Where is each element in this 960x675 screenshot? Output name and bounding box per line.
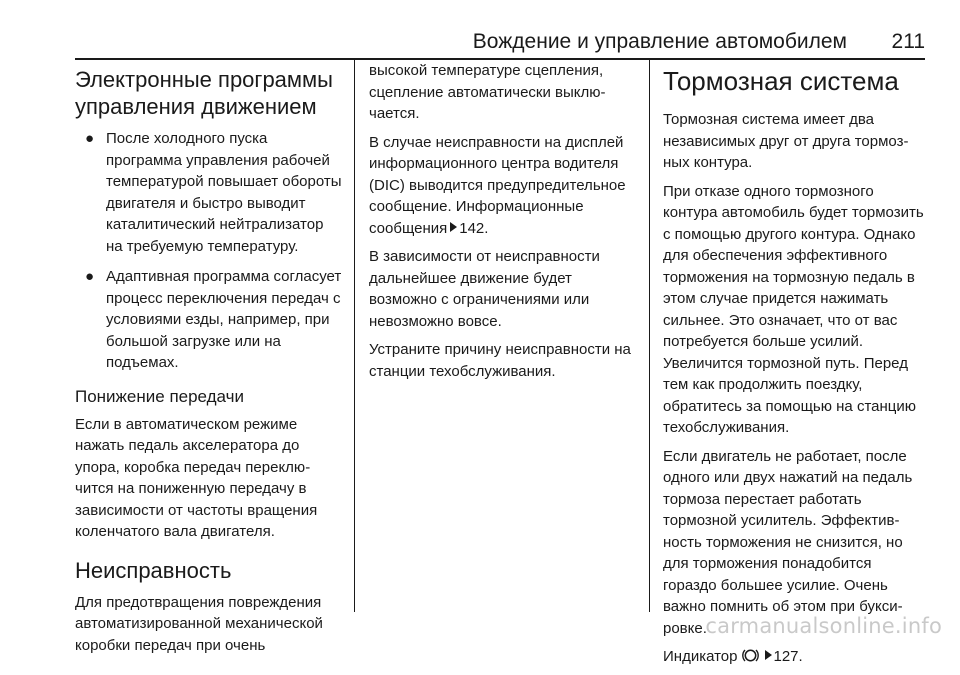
indicator-line xyxy=(663,646,929,668)
header-title: Вождение и управление автомобилем xyxy=(472,30,847,53)
page-header xyxy=(75,28,925,56)
paragraph: В зависимости от неисправности дальнейшее движение будет возможно с ограничениями или невозможно вовсе. xyxy=(369,248,600,330)
paragraph: Если двигатель не работает, после одного или двух нажатий на педаль тормоза перестает работать тормозной усилитель. Эффективность торможения не снизится, но для торможения понадобится гораздо большее усилие. Очень важно помнить об этом при буксировке. xyxy=(663,447,913,637)
watermark: carmanualsonline.info xyxy=(705,614,942,638)
bullet-icon: ● xyxy=(85,130,95,147)
page-reference-link[interactable]: 127. xyxy=(773,648,803,665)
list-item xyxy=(75,128,343,257)
column-divider xyxy=(649,60,650,612)
paragraph: Если в автоматическом режиме нажать педаль акселератора до упора, коробка передач переключится на пониженную передачу в зависимости от частоты вращения коленчатого вала двигателя. xyxy=(75,415,318,540)
page-number: 211 xyxy=(891,30,925,53)
paragraph: Устраните причину неисправности на станции техобслуживания. xyxy=(369,341,631,380)
subsection-heading: Понижение передачи xyxy=(75,386,244,406)
brake-warning-icon xyxy=(741,647,760,664)
reference-arrow-icon xyxy=(450,222,457,232)
paragraph xyxy=(369,132,633,240)
paragraph: высокой температуре сцепления, сцепление автоматически выключается. xyxy=(369,62,606,122)
reference-arrow-icon xyxy=(765,650,772,660)
paragraph-text: В случае неисправности на дисплей информационного центра водителя (DIC) выводится предупредительное сообщение. Информационные сообщения xyxy=(369,133,626,237)
list-item xyxy=(75,266,343,374)
bullet-list xyxy=(75,128,343,374)
section-heading: Тормозная система xyxy=(663,66,899,96)
paragraph: Для предотвращения повреждения автоматизированной механической коробки передач при очень xyxy=(75,593,323,654)
column-2 xyxy=(369,60,633,389)
column-1 xyxy=(75,60,343,663)
paragraph: Тормозная система имеет два независимых друг от друга тормозных контура. xyxy=(663,111,909,171)
bullet-icon: ● xyxy=(85,268,95,285)
list-item-text: После холодного пуска программа управления рабочей температурой повышает обороты двигателя и быстро выводит каталитический нейтрализатор на требуемую температуру. xyxy=(106,130,342,255)
list-item-text: Адаптивная программа согласует процесс переключения передач с условиями езды, например, при большой загрузке или на подъемах. xyxy=(106,268,342,371)
paragraph: При отказе одного тормозного контура автомобиль будет тормозить с помощью другого контура. Однако для обеспечения эффективного торможения на тормозную педаль в этом случае придется нажимать сильнее. Это означает, что от вас потребуется больше усилий. Увеличится тормозной путь. Перед тем как продолжить поездку, обратитесь за помощью на станцию техобслуживания. xyxy=(663,182,924,436)
section-heading: Электронные программы управления движением xyxy=(75,67,333,119)
page-reference-link[interactable]: 142. xyxy=(459,219,489,237)
column-divider xyxy=(354,60,355,612)
section-heading: Неисправность xyxy=(75,557,232,583)
column-3 xyxy=(663,60,929,675)
indicator-label: Индикатор xyxy=(663,648,738,665)
